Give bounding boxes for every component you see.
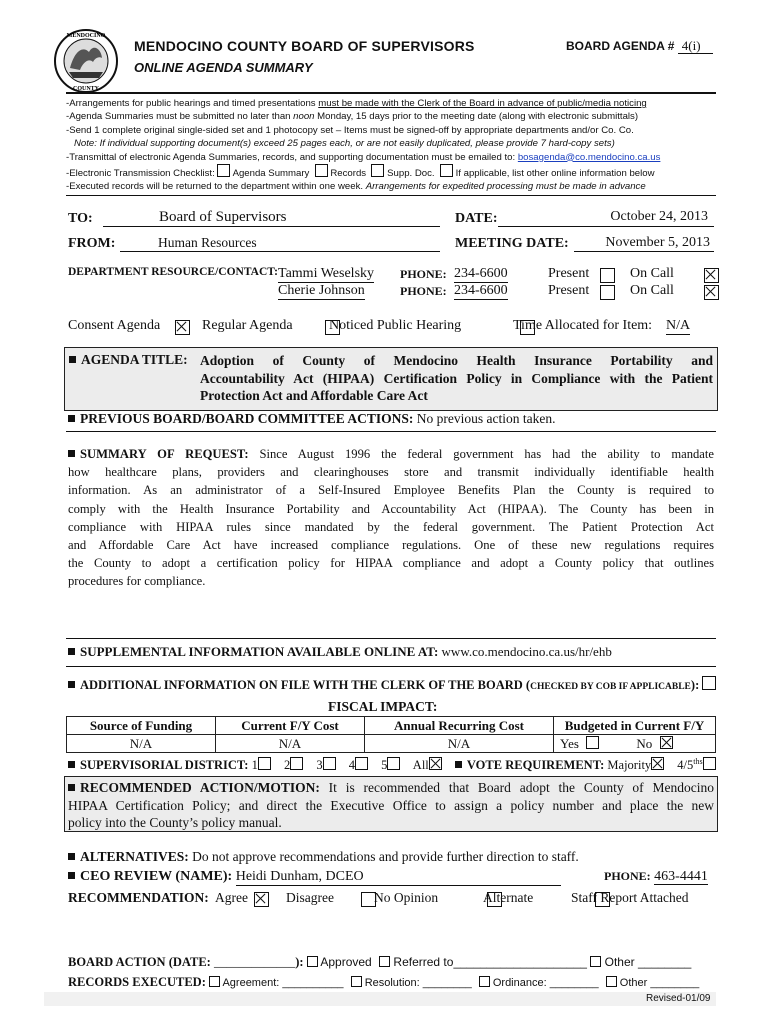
additional-info-checkbox[interactable] (702, 676, 716, 690)
board-agenda-number: BOARD AGENDA # 4(i) (566, 38, 713, 54)
records-agreement-checkbox[interactable] (209, 976, 220, 987)
alternatives (68, 849, 579, 865)
bullet-icon (68, 415, 75, 422)
fiscal-impact-title: FISCAL IMPACT: (328, 699, 438, 714)
summary-rule (66, 638, 716, 639)
ceo-review-label: CEO REVIEW (NAME): (80, 869, 233, 884)
on-call-checkbox-1[interactable] (704, 268, 719, 283)
vote-four-fifths-checkbox[interactable] (703, 757, 716, 770)
records-executed-label: RECORDS EXECUTED: (68, 975, 206, 989)
county-seal-icon (53, 28, 119, 94)
district-1-checkbox[interactable] (258, 757, 271, 770)
recommended-action-box: RECOMMENDED ACTION/MOTION: It is recommended that Board adopt the County of Mendocino HIPAA Certification Policy; and direct the Executive Office to assign a policy number and place the new policy into the County’s policy manual. (64, 776, 718, 832)
previous-actions (68, 411, 556, 427)
to-label: TO: (68, 211, 93, 226)
agenda-title-label: AGENDA TITLE: (81, 352, 188, 367)
regular-agenda-label: Regular Agenda (202, 318, 293, 333)
agenda-title-box (64, 347, 718, 411)
recommendation-label: RECOMMENDATION: (68, 890, 209, 905)
footer-band (44, 992, 716, 1006)
records-resolution-checkbox[interactable] (351, 976, 362, 987)
svg-text:COUNTY: COUNTY (72, 86, 100, 92)
records-executed-row: RECORDS EXECUTED: Agreement: __________ Resolution: ________ Ordinance: ________ Other ________ (68, 975, 700, 989)
supplemental-rule (66, 666, 716, 667)
fiscal-header-row: Source of Funding Current F/Y Cost Annual Recurring Cost Budgeted in Current F/Y (67, 717, 716, 735)
budgeted-yes-checkbox[interactable] (586, 736, 599, 749)
bullet-icon (68, 761, 75, 768)
to-value: Board of Supervisors (103, 209, 440, 227)
district-all-checkbox[interactable] (429, 757, 442, 770)
bullet-icon (69, 356, 76, 363)
fiscal-impact-table (66, 716, 716, 753)
from-label: FROM: (68, 236, 116, 251)
district-vote-row: SUPERVISORIAL DISTRICT: 1 2 3 4 5 All VOTE REQUIREMENT: Majority $4/5^{ths}$ (68, 757, 716, 773)
bullet-icon (68, 648, 75, 655)
ceo-review-name: Heidi Dunham, DCEO (236, 869, 561, 886)
district-3-checkbox[interactable] (323, 757, 336, 770)
previous-actions-label: PREVIOUS BOARD/BOARD COMMITTEE ACTIONS: (80, 411, 414, 426)
recommended-action-label: RECOMMENDED ACTION/MOTION: (80, 780, 320, 795)
date-value: October 24, 2013 (498, 209, 714, 227)
previous-rule (66, 431, 716, 432)
bullet-icon (455, 761, 462, 768)
records-ordinance-checkbox[interactable] (479, 976, 490, 987)
agenda-number-value: 4(i) (678, 38, 713, 54)
date-label: DATE: (455, 211, 498, 226)
revised-date: Revised-01/09 (646, 993, 711, 1004)
bullet-icon (68, 681, 75, 688)
meeting-date-value: November 5, 2013 (574, 235, 714, 252)
budgeted-no-checkbox[interactable] (660, 736, 673, 749)
vote-requirement-label: VOTE REQUIREMENT: (466, 758, 605, 773)
agenda-subtitle: ONLINE AGENDA SUMMARY (134, 60, 313, 75)
checklist-other-checkbox[interactable] (440, 164, 453, 177)
bullet-icon (68, 450, 75, 457)
board-action-row: BOARD ACTION (DATE: _____________): Approved Referred to____________________ Other ________ (68, 955, 692, 969)
org-title: MENDOCINO COUNTY BOARD OF SUPERVISORS (134, 38, 475, 54)
contact-phone: 234-6600 (454, 283, 508, 298)
previous-actions-text: No previous action taken. (416, 411, 556, 426)
county-seal (53, 28, 119, 94)
phone-label: PHONE: (400, 267, 447, 281)
alternatives-text: Do not approve recommendations and provide further direction to staff. (192, 849, 579, 864)
board-action-referred-checkbox[interactable] (379, 956, 390, 967)
board-action-approved-checkbox[interactable] (307, 956, 318, 967)
present-label: Present (548, 283, 590, 298)
agenda-title-text: Adoption of County of Mendocino Health Insurance Portability and Accountability Act (HIPAA) Certification Policy in Compliance with the Patient Protection Act and Affordable Care Act (200, 353, 713, 403)
from-value: Human Resources (120, 235, 440, 252)
contact-label: DEPARTMENT RESOURCE/CONTACT: (68, 266, 278, 278)
district-label: SUPERVISORIAL DISTRICT: (80, 758, 249, 773)
header-rule (66, 92, 716, 94)
noticed-hearing-label: Noticed Public Hearing (329, 318, 462, 333)
on-call-checkbox-2[interactable] (704, 285, 719, 300)
phone-label: PHONE: (400, 284, 447, 298)
contact-name: Tammi Weselsky (278, 266, 375, 281)
bullet-icon (68, 784, 75, 791)
records-other-checkbox[interactable] (606, 976, 617, 987)
consent-agenda-checkbox[interactable] (175, 320, 190, 335)
supplemental-url[interactable]: www.co.mendocino.ca.us/hr/ehb (441, 644, 612, 659)
present-label: Present (548, 266, 590, 281)
board-action-label: BOARD ACTION (DATE: (68, 955, 211, 969)
checklist-supp-doc-checkbox[interactable] (371, 164, 384, 177)
time-allocated-label: Time Allocated for Item: (513, 318, 653, 333)
recommendation-agree-checkbox[interactable] (254, 892, 269, 907)
supplemental-info (68, 644, 612, 660)
alternatives-label: ALTERNATIVES: (80, 849, 189, 864)
ceo-phone-value: 463-4441 (654, 869, 708, 884)
present-checkbox-1[interactable] (600, 268, 615, 283)
meeting-date-label: MEETING DATE: (455, 236, 569, 251)
board-action-other-checkbox[interactable] (590, 956, 601, 967)
district-2-checkbox[interactable] (290, 757, 303, 770)
recommendation-row: RECOMMENDATION: Agree Disagree No Opinion Alternate Staff Report Attached (68, 890, 689, 905)
time-allocated-value: N/A (666, 318, 691, 333)
supplemental-label: SUPPLEMENTAL INFORMATION AVAILABLE ONLINE AT: (80, 644, 439, 659)
ceo-phone: PHONE: 463-4441 (604, 869, 708, 884)
checklist-records-checkbox[interactable] (315, 164, 328, 177)
district-5-checkbox[interactable] (387, 757, 400, 770)
checklist-agenda-summary-checkbox[interactable] (217, 164, 230, 177)
additional-info: ADDITIONAL INFORMATION ON FILE WITH THE CLERK OF THE BOARD (CHECKED BY COB IF APPLICABLE): (68, 676, 716, 693)
bullet-icon (68, 872, 75, 879)
summary-of-request: SUMMARY OF REQUEST: Since August 1996 the federal government has had the ability to mandate how healthcare plans, providers and clearinghouses store and transmit individually identifiable health information. As an administrator of a Self-Insured Employee Benefits Plan the County is required to comply with the Health Insurance Portability and Accountability Act (HIPAA). The County has been in compliance with HIPAA rules since mandated by the federal government. The Patient Protection Act and Affordable Care Act have increased compliance regulations. One of these new regulations requires the County to adopt a certification policy for HIPAA compliance and adopt a County policy that outlines procedures for compliance. (68, 447, 714, 589)
on-call-label: On Call (630, 266, 674, 281)
svg-text:MENDOCINO: MENDOCINO (66, 33, 106, 39)
contact-row-2 (278, 283, 718, 302)
on-call-label: On Call (630, 283, 674, 298)
vote-majority-checkbox[interactable] (651, 757, 664, 770)
district-4-checkbox[interactable] (355, 757, 368, 770)
consent-agenda-label: Consent Agenda (68, 318, 161, 333)
contact-name: Cherie Johnson (278, 283, 365, 298)
contact-phone: 234-6600 (454, 266, 508, 281)
bullet-icon (68, 853, 75, 860)
ceo-review (68, 869, 561, 886)
submission-notices: -Arrangements for public hearings and timed presentations must be made with the Clerk of the Board in advance of public/media noticing -Agenda Summaries must be submitted no later than noon Monday, 15 days prior to the meeting date (along with electronic submittals) -Send 1 complete original single-sided set and 1 photocopy set – Items must be signed-off by appropriate departments and/or Co. Co. Note: If individual supporting document(s) exceed 25 pages each, or are not easily duplicated, please provide 7 hard-copy sets) -Transmittal of electronic Agenda Summaries, records, and supporting documentation must be emailed to: bosagenda@co.mendocino.ca.us -Electronic Transmission Checklist: Agenda Summary Records Supp. Doc. If applicable, list other online information below -Executed records will be returned to the department within one week. Arrangements for expedited processing must be made in advance (66, 98, 661, 193)
summary-label: SUMMARY OF REQUEST: (80, 447, 249, 461)
fiscal-value-row: N/A N/A N/A Yes No (67, 735, 716, 753)
agenda-type-row (68, 318, 718, 337)
bosagenda-email-link[interactable]: bosagenda@co.mendocino.ca.us (517, 151, 661, 163)
notices-rule (66, 195, 716, 196)
present-checkbox-2[interactable] (600, 285, 615, 300)
